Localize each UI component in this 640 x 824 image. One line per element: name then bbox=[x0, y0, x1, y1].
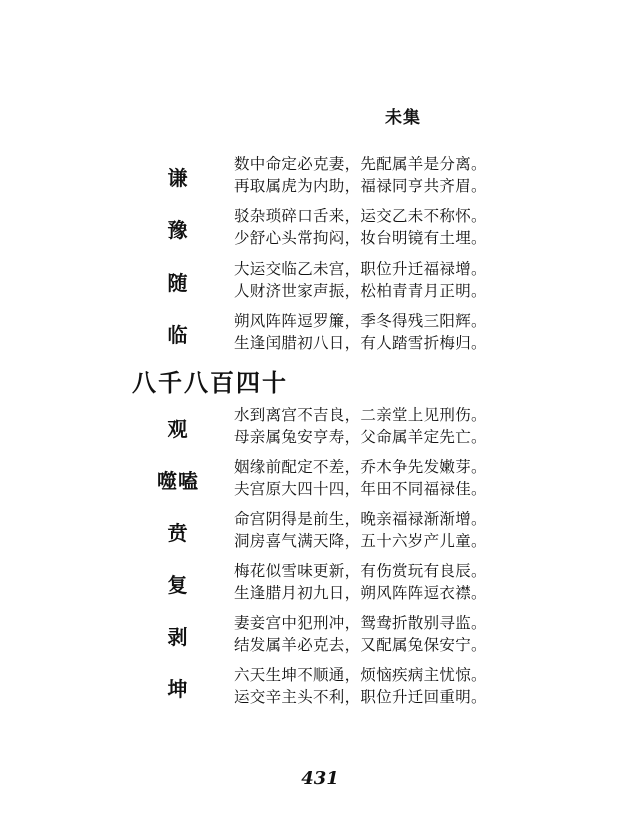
verse-line: 生逢腊月初九日，朔风阵阵逗衣襟。 bbox=[234, 584, 487, 602]
hexagram-name: 谦 bbox=[167, 166, 189, 190]
verse-line: 生逢闰腊初八日，有人踏雪折梅归。 bbox=[234, 334, 487, 352]
hexagram-name: 随 bbox=[167, 271, 189, 295]
hexagram-entry bbox=[0, 455, 640, 499]
verse-line: 命宫阴得是前生，晚亲福禄渐渐增。 bbox=[234, 510, 487, 528]
verse-line: 妻妾宫中犯刑冲，鸳鸯折散别寻监。 bbox=[234, 614, 487, 632]
hexagram-entry bbox=[0, 507, 640, 551]
hexagram-entry bbox=[0, 152, 640, 196]
hexagram-name: 复 bbox=[167, 573, 189, 597]
verse-line: 人财济世家声振，松柏青青月正明。 bbox=[234, 282, 487, 300]
verse-line: 洞房喜气满天降，五十六岁产儿童。 bbox=[234, 532, 487, 550]
verse-line: 夫宫原大四十四，年田不同福禄佳。 bbox=[234, 480, 487, 498]
verse-line: 少舒心头常拘闷，妆台明镜有土埋。 bbox=[234, 229, 487, 247]
hexagram-name: 剥 bbox=[167, 625, 189, 649]
verse-line: 梅花似雪味更新，有伤赏玩有良辰。 bbox=[234, 562, 487, 580]
running-header: 未集 bbox=[385, 108, 421, 128]
hexagram-entry bbox=[0, 611, 640, 655]
hexagram-entry bbox=[0, 204, 640, 248]
section-heading: 八千八百四十 bbox=[132, 368, 288, 397]
verse-line: 六天生坤不顺通，烦恼疾病主忧惊。 bbox=[234, 666, 487, 684]
hexagram-name: 贲 bbox=[167, 521, 189, 545]
verse-line: 水到离宫不吉良，二亲堂上见刑伤。 bbox=[234, 406, 487, 424]
verse-line: 朔风阵阵逗罗簾，季冬得残三阳辉。 bbox=[234, 312, 487, 330]
verse-line: 姻缘前配定不差，乔木争先发嫩芽。 bbox=[234, 458, 487, 476]
hexagram-entry bbox=[0, 309, 640, 353]
hexagram-entry bbox=[0, 663, 640, 707]
verse-line: 再取属虎为内助，福禄同亨共齐眉。 bbox=[234, 177, 487, 195]
verse-line: 驳杂琐碎口舌来，运交乙未不称怀。 bbox=[234, 207, 487, 225]
verse-line: 大运交临乙未宫，职位升迁福禄增。 bbox=[234, 260, 487, 278]
hexagram-entry bbox=[0, 559, 640, 603]
page-number: 431 bbox=[301, 768, 339, 789]
hexagram-name: 观 bbox=[167, 417, 189, 441]
hexagram-name: 噬嗑 bbox=[157, 469, 199, 493]
verse-line: 结发属羊必克去，又配属兔保安宁。 bbox=[234, 636, 487, 654]
hexagram-entry bbox=[0, 257, 640, 301]
verse-line: 数中命定必克妻，先配属羊是分离。 bbox=[234, 155, 487, 173]
hexagram-name: 临 bbox=[167, 323, 189, 347]
verse-line: 运交辛主头不利，职位升迁回重明。 bbox=[234, 688, 487, 706]
verse-line: 母亲属兔安亨寿，父命属羊定先亡。 bbox=[234, 428, 487, 446]
hexagram-entry bbox=[0, 403, 640, 447]
hexagram-name: 坤 bbox=[167, 677, 189, 701]
hexagram-name: 豫 bbox=[167, 218, 189, 242]
